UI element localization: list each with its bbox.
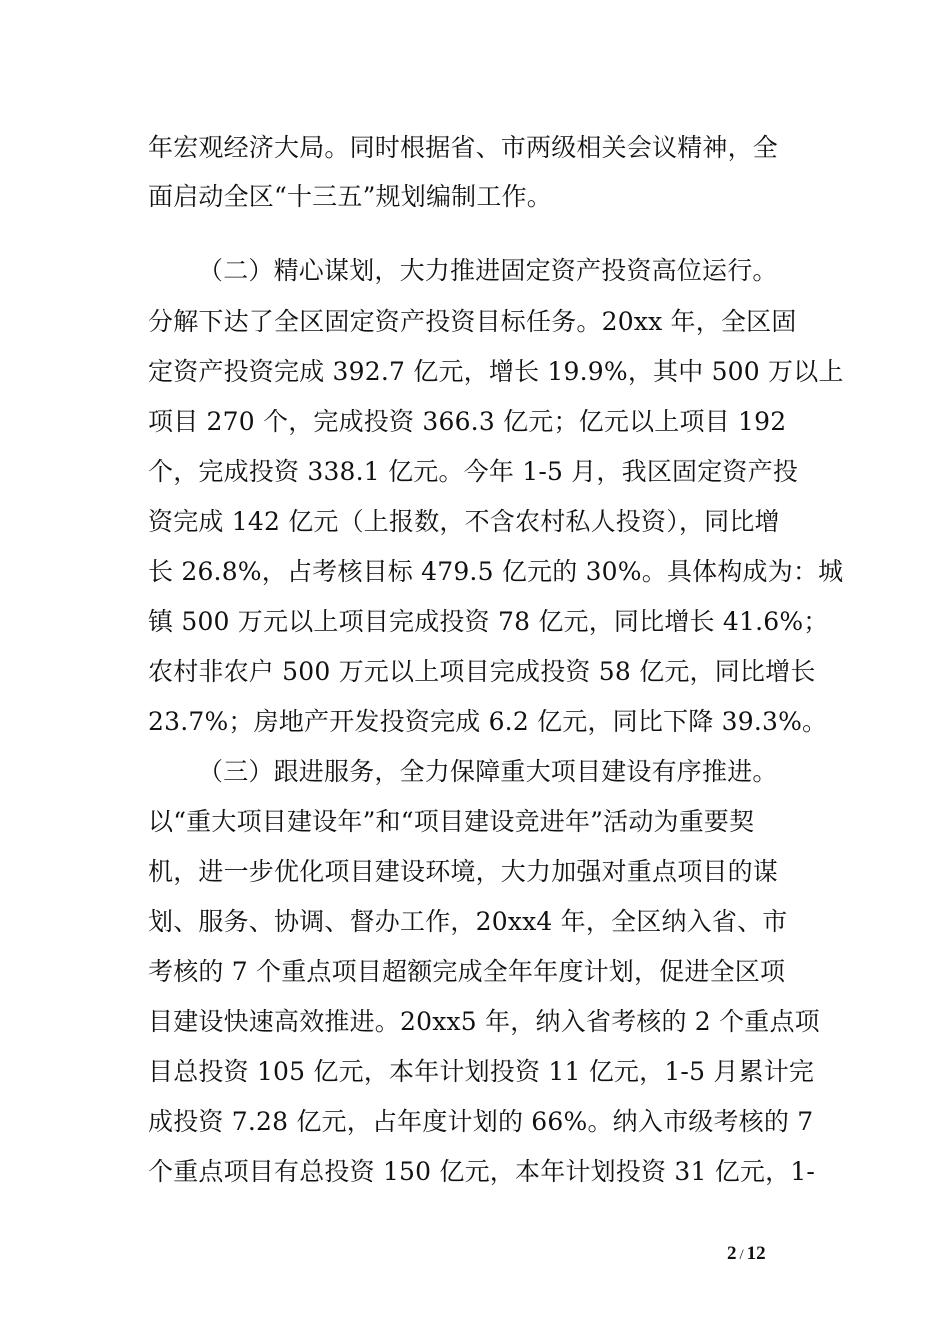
- text-line-5: 定资产投资完成 392.7 亿元，增长 19.9%，其中 500 万以上: [148, 357, 844, 386]
- text-line-14: 以“重大项目建设年”和“项目建设竞进年”活动为重要契: [148, 807, 755, 836]
- text-line-6: 项目 270 个，完成投资 366.3 亿元；亿元以上项目 192: [148, 407, 787, 436]
- text-line-16: 划、服务、协调、督办工作，20xx4 年，全区纳入省、市: [148, 907, 788, 936]
- text-line-7: 个，完成投资 338.1 亿元。今年 1-5 月，我区固定资产投: [148, 457, 799, 486]
- text-line-15: 机，进一步优化项目建设环境，大力加强对重点项目的谋: [148, 857, 779, 886]
- page-number: [727, 1242, 766, 1267]
- text-line-2: 面启动全区“十三五”规划编制工作。: [148, 182, 552, 211]
- section-heading-3: （三）跟进服务，全力保障重大项目建设有序推进。: [198, 757, 778, 786]
- text-line-10: 镇 500 万元以上项目完成投资 78 亿元，同比增长 41.6%；: [148, 607, 829, 636]
- text-line-4: 分解下达了全区固定资产投资目标任务。20xx 年，全区固: [148, 307, 797, 336]
- text-line-21: 个重点项目有总投资 150 亿元，本年计划投资 31 亿元，1-: [148, 1157, 816, 1186]
- text-line-11: 农村非农户 500 万元以上项目完成投资 58 亿元，同比增长: [148, 657, 816, 686]
- text-line-17: 考核的 7 个重点项目超额完成全年年度计划，促进全区项: [148, 957, 786, 986]
- section-heading-2: （二）精心谋划，大力推进固定资产投资高位运行。: [198, 256, 778, 285]
- text-line-19: 目总投资 105 亿元，本年计划投资 11 亿元，1-5 月累计完: [148, 1057, 815, 1086]
- current-page-number: 2: [727, 1243, 737, 1264]
- text-line-12: 23.7%；房地产开发投资完成 6.2 亿元，同比下降 39.3%。: [148, 707, 828, 736]
- page-separator: /: [739, 1247, 744, 1263]
- text-line-9: 长 26.8%，占考核目标 479.5 亿元的 30%。具体构成为：城: [148, 557, 844, 586]
- text-line-8: 资完成 142 亿元（上报数，不含农村私人投资），同比增: [148, 507, 780, 536]
- text-line-18: 目建设快速高效推进。20xx5 年，纳入省考核的 2 个重点项: [148, 1007, 820, 1036]
- total-pages-number: 12: [746, 1243, 766, 1264]
- text-line-1: 年宏观经济大局。同时根据省、市两级相关会议精神，全: [148, 133, 779, 162]
- text-line-20: 成投资 7.28 亿元，占年度计划的 66%。纳入市级考核的 7: [148, 1107, 814, 1136]
